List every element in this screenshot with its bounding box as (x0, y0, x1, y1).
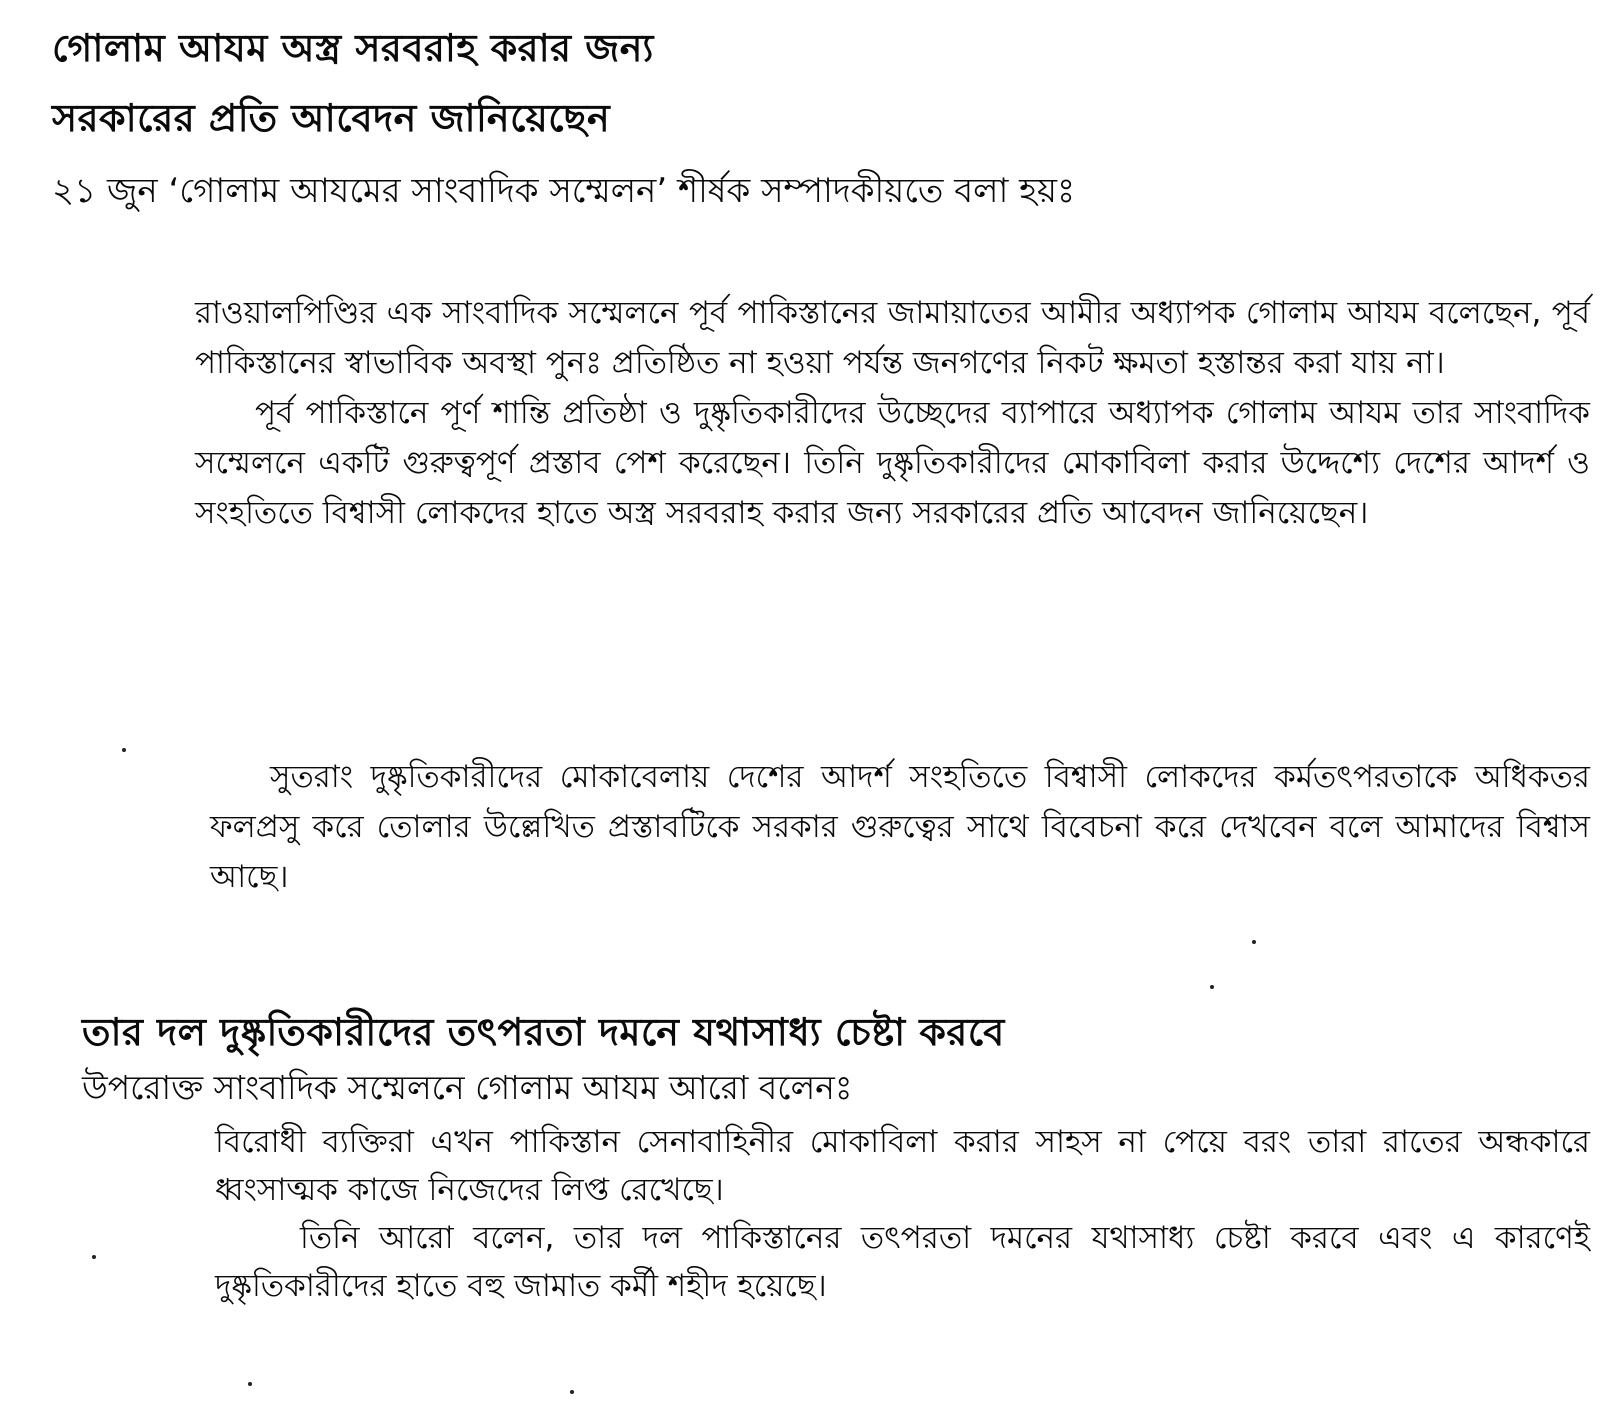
scan-speck (1210, 985, 1214, 989)
section2-heading: তার দল দুষ্কৃতিকারীদের তৎপরতা দমনে যথাসাধ্য চেষ্টা করবে (82, 1010, 1005, 1054)
scan-speck (92, 1255, 96, 1259)
section1-quote-para1: রাওয়ালপিণ্ডির এক সাংবাদিক সম্মেলনে পূর্ব পাকিস্তানের জামায়াতের আমীর অধ্যাপক গোলাম আযম বলেছেন, পূর্ব পাকিস্তানের স্বাভাবিক অবস্থা পুনঃ প্রতিষ্ঠিত না হওয়া পর্যন্ত জনগণের নিকট ক্ষমতা হস্তান্তর করা যায় না। (195, 295, 1590, 381)
section2-quote-para1: বিরোধী ব্যক্তিরা এখন পাকিস্তান সেনাবাহিনীর মোকাবিলা করার সাহস না পেয়ে বরং তারা রাতের অন্ধকারে ধ্বংসাত্মক কাজে নিজেদের লিপ্ত রেখেছে। (215, 1124, 1590, 1208)
scan-speck (570, 1390, 574, 1394)
section2-intro: উপরোক্ত সাংবাদিক সম্মেলনে গোলাম আযম আরো বলেনঃ (82, 1068, 853, 1107)
section2-quote-para2: তিনি আরো বলেন, তার দল পাকিস্তানের তৎপরতা দমনের যথাসাধ্য চেষ্টা করবে এবং এ কারণেই দুষ্কৃতিকারীদের হাতে বহু জামাত কর্মী শহীদ হয়েছে। (215, 1220, 1590, 1304)
section2-quote-block (215, 1118, 1590, 1310)
section1-quote-para2: পূর্ব পাকিস্তানে পূর্ণ শান্তি প্রতিষ্ঠা ও দুষ্কৃতিকারীদের উচ্ছেদের ব্যাপারে অধ্যাপক গোলাম আযম তার সাংবাদিক সম্মেলনে একটি গুরুত্বপূর্ণ প্রস্তাব পেশ করেছেন। তিনি দুষ্কৃতিকারীদের মোকাবিলা করার উদ্দেশ্যে দেশের আদর্শ ও সংহতিতে বিশ্বাসী লোকদের হাতে অস্ত্র সরবরাহ করার জন্য সরকারের প্রতি আবেদন জানিয়েছেন। (195, 395, 1590, 531)
section1-quote-para3-block (210, 752, 1590, 902)
section1-quote-block (195, 288, 1590, 538)
section1-quote-para3: সুতরাং দুষ্কৃতিকারীদের মোকাবেলায় দেশের আদর্শ সংহতিতে বিশ্বাসী লোকদের কর্মতৎপরতাকে অধিকতর ফলপ্রসু করে তোলার উল্লেখিত প্রস্তাবটিকে সরকার গুরুত্বের সাথে বিবেচনা করে দেখবেন বলে আমাদের বিশ্বাস আছে। (210, 759, 1590, 895)
scan-speck (1252, 940, 1256, 944)
section1-heading-line2: সরকারের প্রতি আবেদন জানিয়েছেন (52, 96, 611, 140)
section1-heading-line1: গোলাম আযম অস্ত্র সরবরাহ করার জন্য (52, 26, 654, 70)
scan-speck (122, 748, 126, 752)
section1-intro: ২১ জুন ‘গোলাম আযমের সাংবাদিক সম্মেলন’ শীর্ষক সম্পাদকীয়তে বলা হয়ঃ (52, 171, 1076, 211)
scan-speck (248, 1382, 252, 1386)
